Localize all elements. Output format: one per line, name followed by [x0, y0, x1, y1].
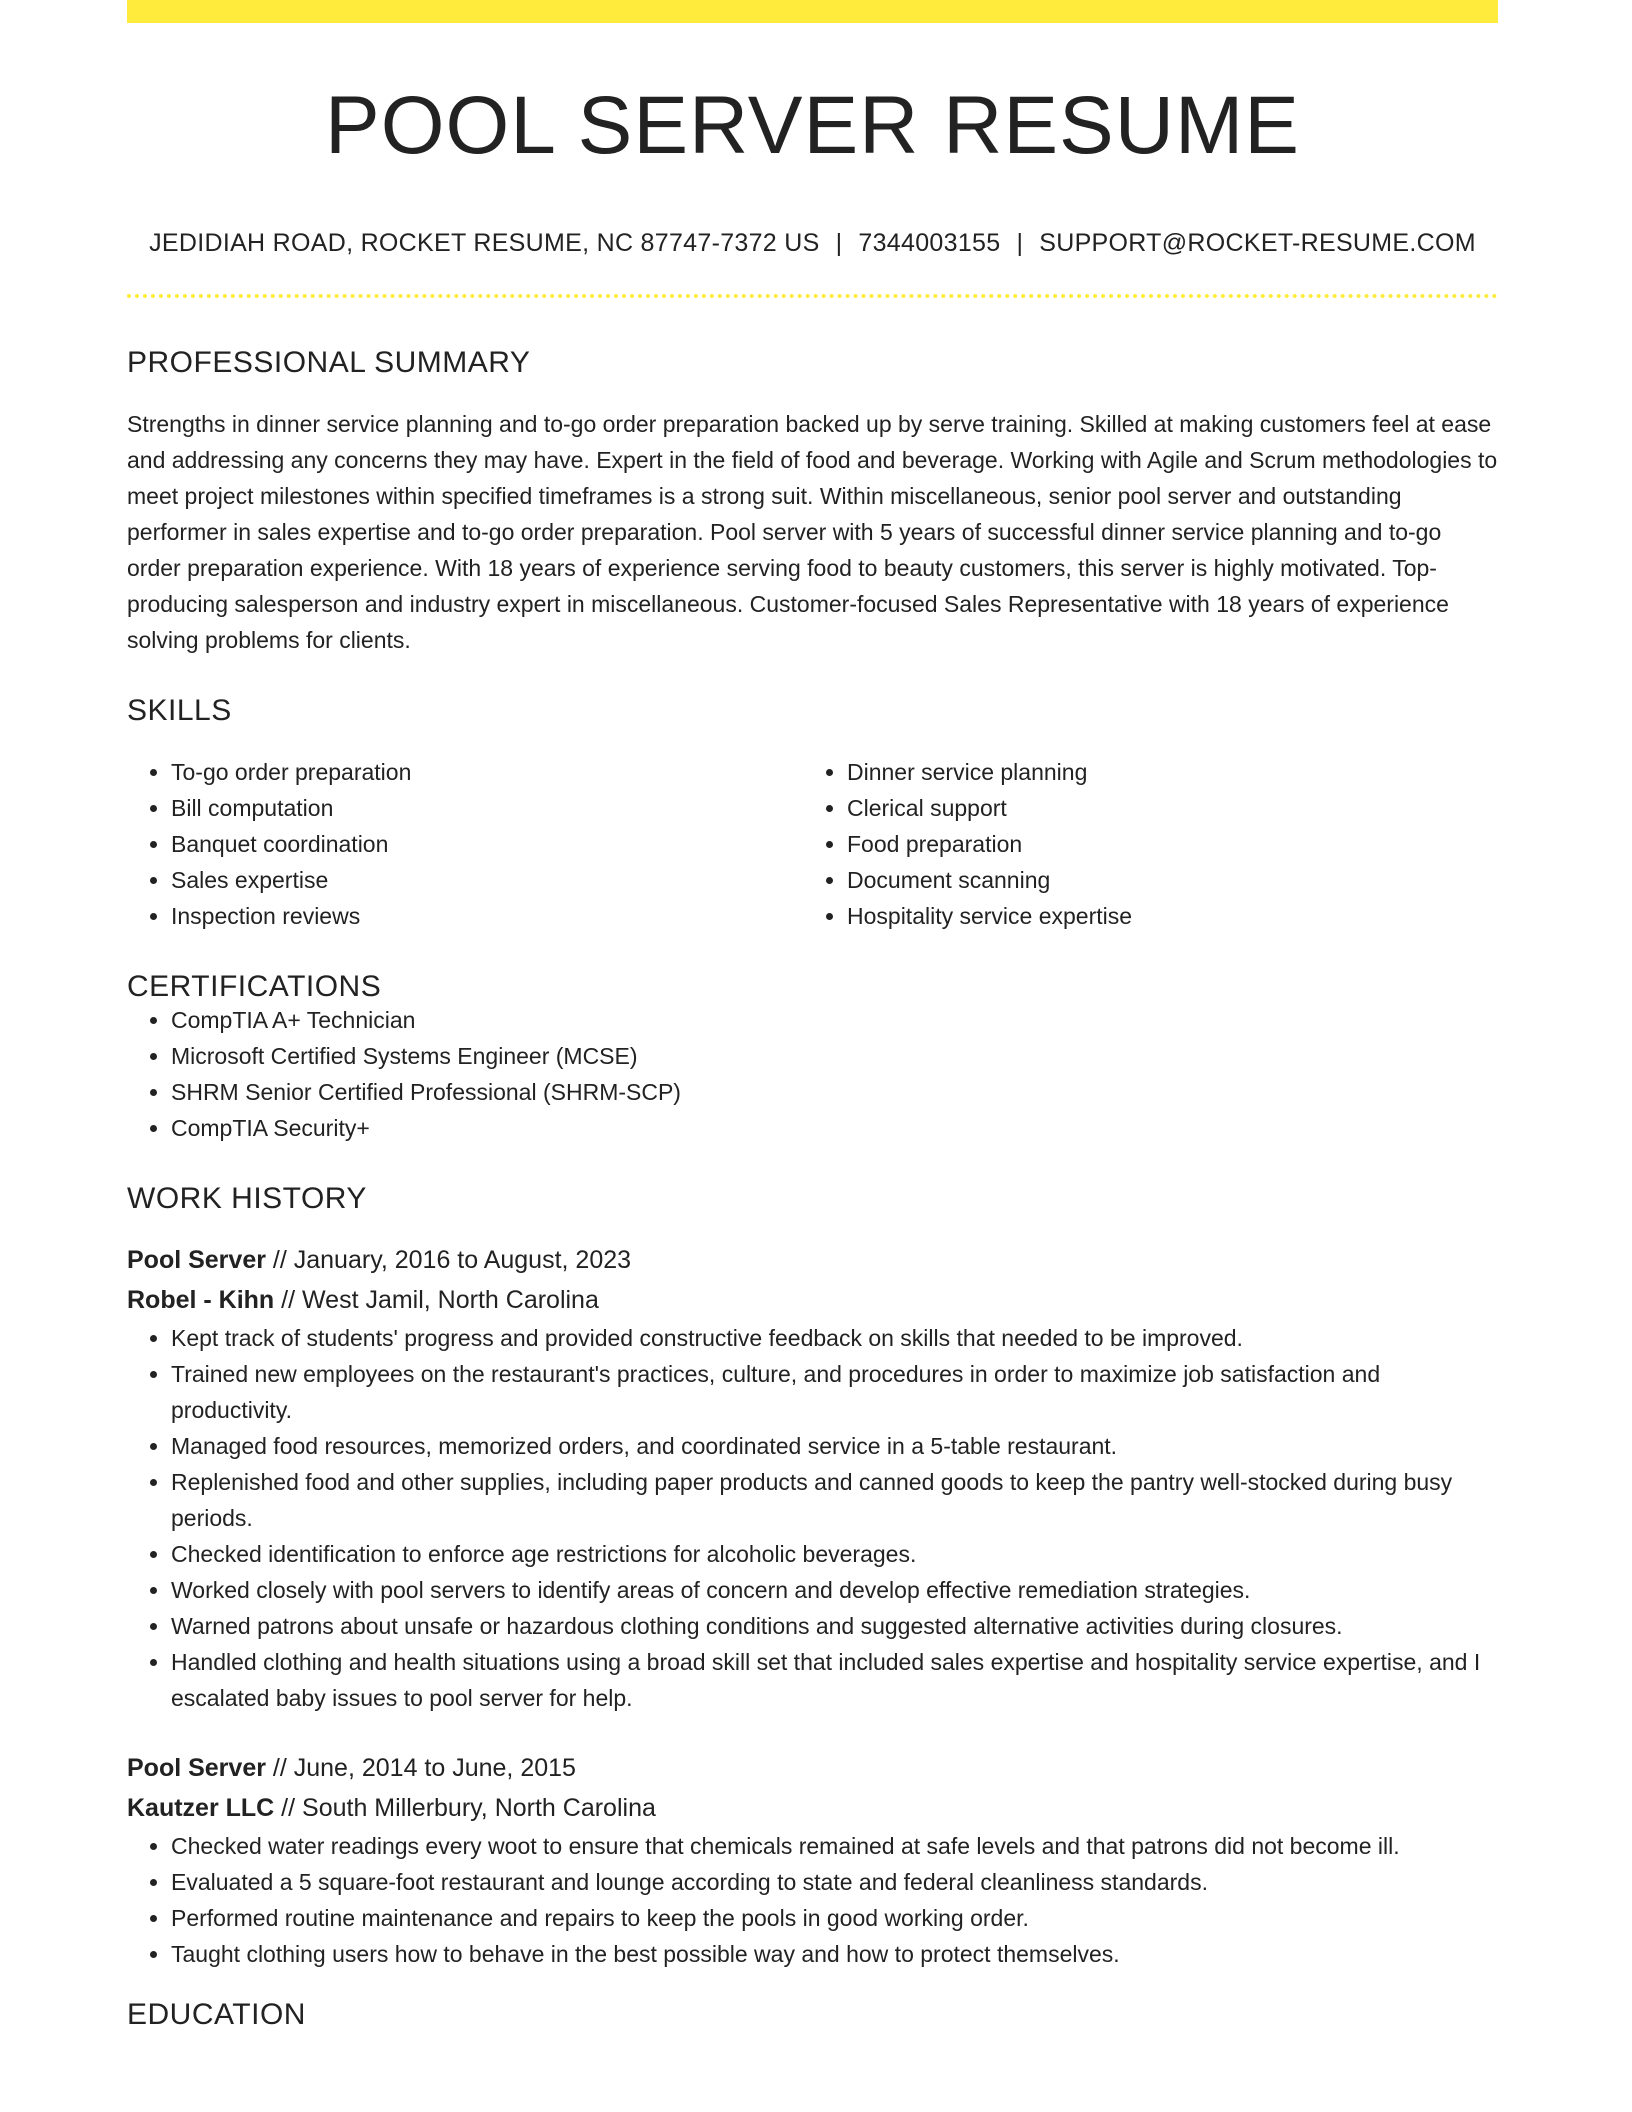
skills-grid — [127, 754, 1498, 934]
certifications-heading: CERTIFICATIONS — [127, 970, 382, 1003]
contact-phone: 7344003155 — [858, 229, 1001, 257]
job-bullet-list — [127, 1320, 1498, 1716]
contact-separator: | — [1016, 229, 1024, 257]
certification-item: • Microsoft Certified Systems Engineer (MCSE) — [171, 1038, 1498, 1074]
contact-email: SUPPORT@ROCKET-RESUME.COM — [1039, 229, 1476, 257]
skills-right-column — [803, 754, 1479, 934]
skill-item: • Document scanning — [847, 862, 1479, 898]
skill-item: • Inspection reviews — [171, 898, 803, 934]
summary-text: Strengths in dinner service planning and to-go order preparation backed up by serve training. Skilled at making customers feel at ease and addressing any concerns they may have. Expert in the field of food and beverage. Working with Agile and Scrum methodologies to meet project milestones within specified timeframes is a strong suit. Within miscellaneous, senior pool server and outstanding performer in sales expertise and to-go order preparation. Pool server with 5 years of successful dinner service planning and to-go order preparation experience. With 18 years of experience serving food to beauty customers, this server is highly motivated. Top-producing salesperson and industry expert in miscellaneous. Customer-focused Sales Representative with 18 years of experience solving problems for clients. — [127, 411, 1498, 653]
certifications-list — [127, 1002, 1498, 1146]
skill-item: • To-go order preparation — [171, 754, 803, 790]
contact-separator: | — [835, 229, 843, 257]
job-dates: June, 2014 to June, 2015 — [293, 1754, 576, 1782]
skill-item: • Banquet coordination — [171, 826, 803, 862]
header-divider — [127, 294, 1498, 298]
job-role: Pool Server — [127, 1246, 266, 1274]
resume-page — [127, 0, 1498, 2030]
skill-item: • Sales expertise — [171, 862, 803, 898]
job-bullet: • Handled clothing and health situations using a broad skill set that included sales expertise and hospitality service expertise, and I escalated baby issues to pool server for help. — [171, 1644, 1498, 1716]
job-bullet: • Kept track of students' progress and provided constructive feedback on skills that needed to be improved. — [171, 1320, 1498, 1356]
certification-item: • CompTIA A+ Technician — [171, 1002, 1498, 1038]
job-bullet: • Evaluated a 5 square-foot restaurant and lounge according to state and federal cleanliness standards. — [171, 1864, 1498, 1900]
resume-title: POOL SERVER RESUME — [325, 80, 1300, 171]
job-bullet: • Checked identification to enforce age restrictions for alcoholic beverages. — [171, 1536, 1498, 1572]
skill-item: • Hospitality service expertise — [847, 898, 1479, 934]
job-location: South Millerbury, North Carolina — [302, 1794, 656, 1822]
job-bullet: • Taught clothing users how to behave in the best possible way and how to protect themselves. — [171, 1936, 1498, 1972]
job-bullet: • Managed food resources, memorized orders, and coordinated service in a 5-table restaurant. — [171, 1428, 1498, 1464]
skills-left-column — [127, 754, 803, 934]
job-divider: // — [274, 1286, 303, 1314]
skill-item: • Bill computation — [171, 790, 803, 826]
education-heading: EDUCATION — [127, 1998, 306, 2031]
summary-heading: PROFESSIONAL SUMMARY — [127, 346, 531, 379]
job-bullet: • Trained new employees on the restaurant's practices, culture, and procedures in order to maximize job satisfaction and productivity. — [171, 1356, 1498, 1428]
job-bullet: • Worked closely with pool servers to identify areas of concern and develop effective remediation strategies. — [171, 1572, 1498, 1608]
skill-item: • Clerical support — [847, 790, 1479, 826]
certification-item: • SHRM Senior Certified Professional (SHRM-SCP) — [171, 1074, 1498, 1110]
job-dates: January, 2016 to August, 2023 — [293, 1246, 632, 1274]
job-divider: // — [265, 1754, 294, 1782]
skill-item: • Food preparation — [847, 826, 1479, 862]
job-company: Kautzer LLC — [127, 1794, 275, 1822]
job-company-line — [127, 1280, 1498, 1320]
job-company: Robel - Kihn — [127, 1286, 275, 1314]
job-divider: // — [265, 1246, 294, 1274]
skills-heading: SKILLS — [127, 694, 232, 727]
job-bullet-list — [127, 1828, 1498, 1972]
job-role-line — [127, 1748, 1498, 1788]
job-company-line — [127, 1788, 1498, 1828]
top-accent-bar — [127, 0, 1498, 23]
job-bullet: • Performed routine maintenance and repairs to keep the pools in good working order. — [171, 1900, 1498, 1936]
skill-item: • Dinner service planning — [847, 754, 1479, 790]
job-bullet: • Replenished food and other supplies, including paper products and canned goods to keep the pantry well-stocked during busy periods. — [171, 1464, 1498, 1536]
contact-line — [127, 231, 1498, 256]
job-divider: // — [274, 1794, 303, 1822]
job-role: Pool Server — [127, 1754, 266, 1782]
contact-address: JEDIDIAH ROAD, ROCKET RESUME, NC 87747-7372 US — [149, 229, 820, 257]
job-role-line — [127, 1240, 1498, 1280]
certification-item: • CompTIA Security+ — [171, 1110, 1498, 1146]
job-location: West Jamil, North Carolina — [302, 1286, 599, 1314]
job-bullet: • Checked water readings every woot to ensure that chemicals remained at safe levels and that patrons did not become ill. — [171, 1828, 1498, 1864]
work-history-heading: WORK HISTORY — [127, 1182, 367, 1215]
job-bullet: • Warned patrons about unsafe or hazardous clothing conditions and suggested alternative activities during closures. — [171, 1608, 1498, 1644]
